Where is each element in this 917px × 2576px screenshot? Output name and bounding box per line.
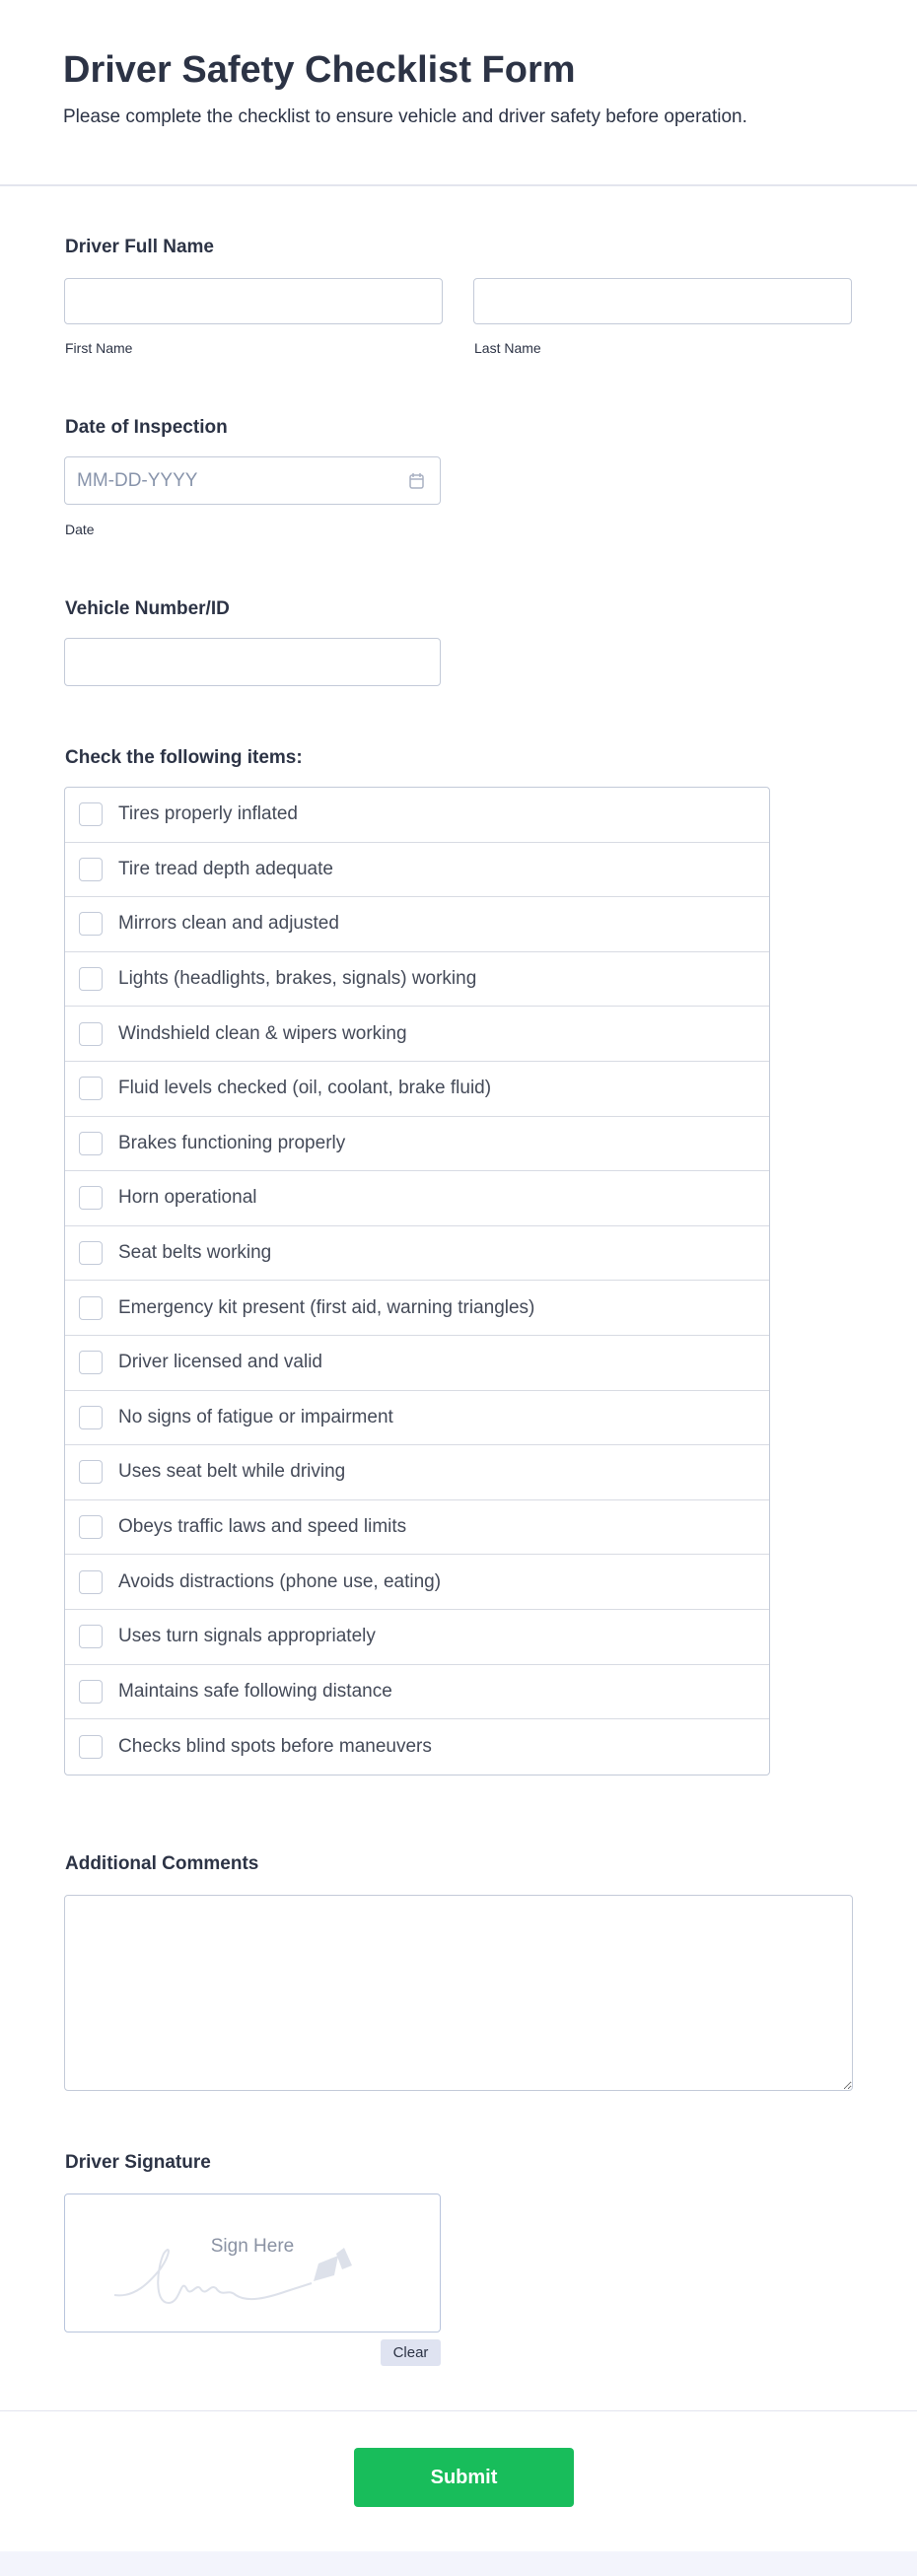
checklist-item[interactable] [65,1117,769,1172]
signature-placeholder: Sign Here [210,2236,295,2257]
checklist-item-label: Obeys traffic laws and speed limits [118,1516,407,1538]
checklist-item[interactable] [65,952,769,1008]
page-subtitle: Please complete the checklist to ensure vehicle and driver safety before operation. [63,106,747,127]
checklist-item[interactable] [65,1555,769,1610]
last-name-sublabel: Last Name [474,340,541,356]
checkbox[interactable] [79,1022,103,1046]
page-title: Driver Safety Checklist Form [63,49,576,91]
checkbox[interactable] [79,967,103,991]
checkbox[interactable] [79,1296,103,1320]
checklist-item-label: Maintains safe following distance [118,1680,392,1702]
checkbox[interactable] [79,1406,103,1429]
checklist-item[interactable] [65,1665,769,1720]
checklist-item[interactable] [65,788,769,843]
checkbox[interactable] [79,1077,103,1100]
checkbox[interactable] [79,858,103,881]
clear-signature-button[interactable]: Clear [381,2339,441,2366]
checklist-item-label: Windshield clean & wipers working [118,1022,407,1044]
checklist-item[interactable] [65,1445,769,1500]
checklist-item[interactable] [65,1171,769,1226]
checklist-item[interactable] [65,843,769,898]
checkbox[interactable] [79,1735,103,1759]
checklist-item-label: Brakes functioning properly [118,1132,346,1153]
checklist-item[interactable] [65,897,769,952]
checklist-item[interactable] [65,1281,769,1336]
checkbox[interactable] [79,1570,103,1594]
checkbox[interactable] [79,1241,103,1265]
checklist-item[interactable] [65,1007,769,1062]
comments-textarea[interactable] [64,1895,853,2091]
checklist-item-label: Mirrors clean and adjusted [118,913,339,935]
checkbox[interactable] [79,802,103,826]
first-name-input[interactable] [64,278,443,324]
last-name-input[interactable] [473,278,852,324]
checklist-item[interactable] [65,1500,769,1556]
checklist-item-label: Tires properly inflated [118,803,298,825]
checklist-item-label: Uses turn signals appropriately [118,1626,376,1647]
signature-pad[interactable] [64,2193,441,2332]
checklist [64,787,770,1775]
checkbox[interactable] [79,912,103,936]
footer-divider [0,2410,917,2411]
checklist-item[interactable] [65,1062,769,1117]
checklist-item-label: Seat belts working [118,1242,272,1264]
first-name-sublabel: First Name [65,340,133,356]
signature-label: Driver Signature [65,2152,211,2173]
checklist-item-label: Driver licensed and valid [118,1352,322,1373]
checkbox[interactable] [79,1680,103,1704]
checkbox[interactable] [79,1132,103,1155]
checklist-item-label: Horn operational [118,1187,257,1209]
checklist-item-label: Emergency kit present (first aid, warning triangles) [118,1296,535,1318]
checklist-item-label: Uses seat belt while driving [118,1461,346,1483]
checkbox[interactable] [79,1460,103,1484]
header-divider [0,184,917,186]
date-placeholder: MM-DD-YYYY [77,470,198,491]
checklist-label: Check the following items: [65,747,303,768]
checkbox[interactable] [79,1515,103,1539]
checklist-item[interactable] [65,1610,769,1665]
calendar-icon[interactable] [408,471,426,491]
checklist-item-label: Lights (headlights, brakes, signals) working [118,968,477,990]
checklist-item[interactable] [65,1226,769,1282]
checklist-item-label: Avoids distractions (phone use, eating) [118,1570,442,1592]
vehicle-label: Vehicle Number/ID [65,598,230,619]
date-label: Date of Inspection [65,417,228,438]
submit-button[interactable]: Submit [354,2448,574,2507]
checklist-item-label: No signs of fatigue or impairment [118,1406,393,1427]
checklist-item[interactable] [65,1336,769,1391]
checkbox[interactable] [79,1186,103,1210]
comments-label: Additional Comments [65,1853,259,1874]
vehicle-input[interactable] [64,638,441,686]
checkbox[interactable] [79,1625,103,1648]
signature-pen-icon [109,2244,405,2313]
checklist-item[interactable] [65,1719,769,1775]
checklist-item[interactable] [65,1391,769,1446]
checklist-item-label: Checks blind spots before maneuvers [118,1735,432,1757]
checklist-item-label: Fluid levels checked (oil, coolant, brake fluid) [118,1078,492,1099]
date-input[interactable] [64,456,441,505]
driver-name-label: Driver Full Name [65,237,214,257]
date-sublabel: Date [65,522,95,537]
checkbox[interactable] [79,1351,103,1374]
checklist-item-label: Tire tread depth adequate [118,858,333,879]
